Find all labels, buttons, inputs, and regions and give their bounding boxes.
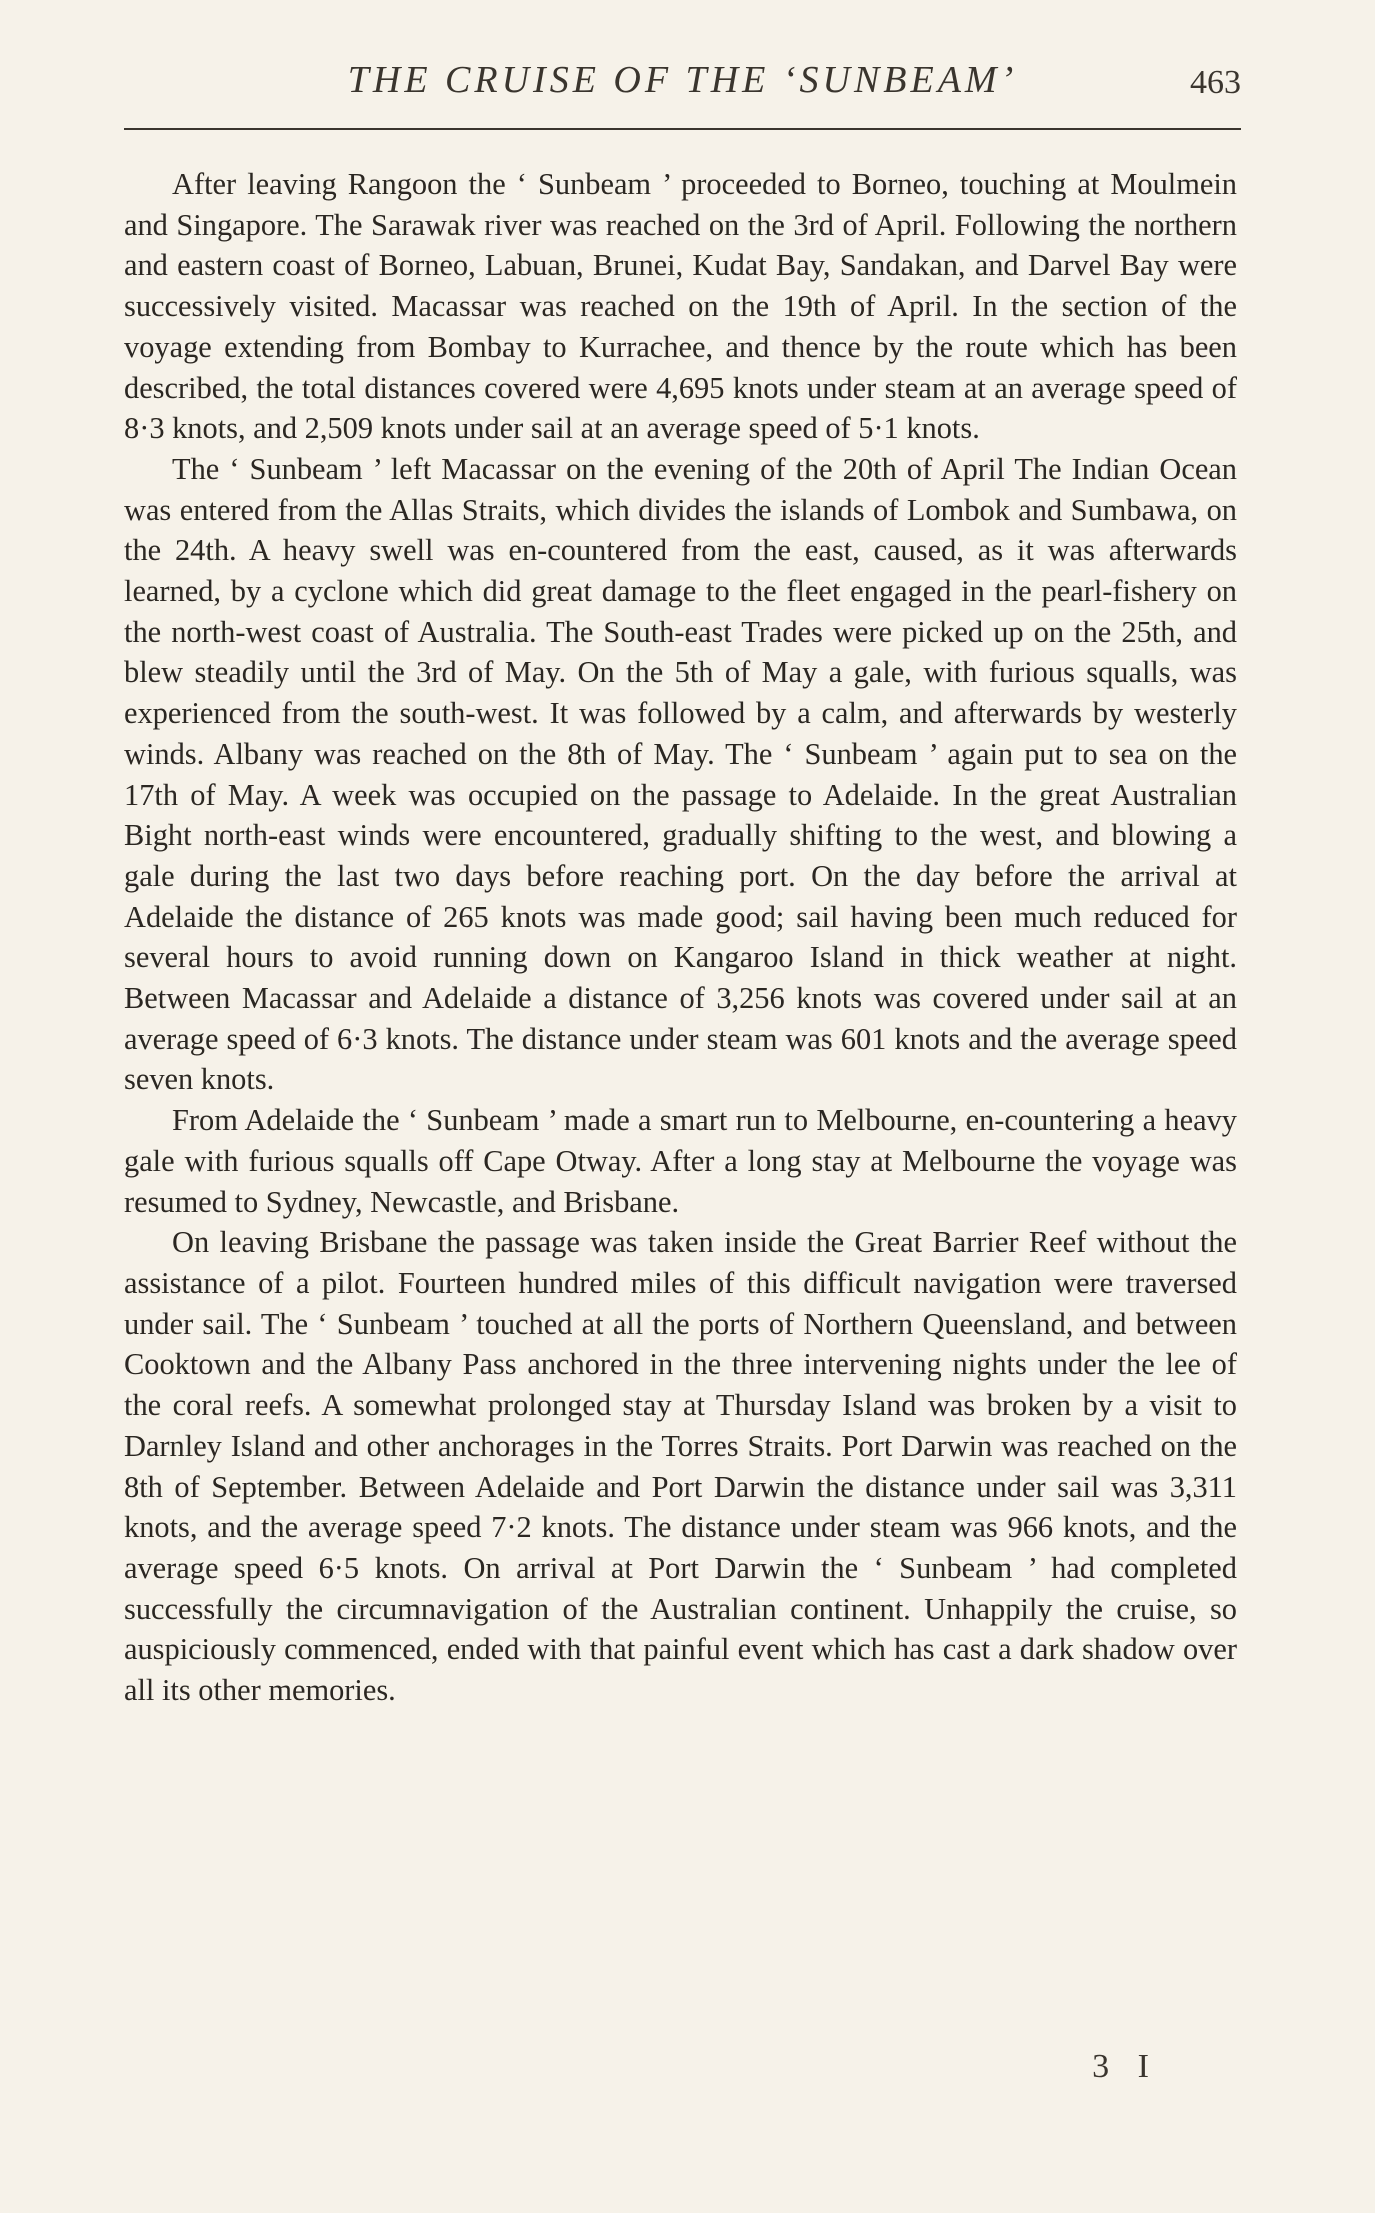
paragraph: After leaving Rangoon the ‘ Sunbeam ’ proceeded to Borneo, touching at Moulmein and Singapore. The Sarawak river was reached on the 3rd of April. Following the northern and eastern coast of Borneo, Labuan, Brunei, Kudat Bay, Sandakan, and Darvel Bay were successively visited. Macassar was reached on the 19th of April. In the section of the voyage extending from Bombay to Kurrachee, and thence by the route which has been described, the total distances covered were 4,695 knots under steam at an average speed of 8·3 knots, and 2,509 knots under sail at an average speed of 5·1 knots. [124,167,1237,446]
body-text [124,164,1237,1711]
paragraph: On leaving Brisbane the passage was taken inside the Great Barrier Reef without the assistance of a pilot. Fourteen hundred miles of this difficult navigation were traversed under sail. The ‘ Sunbeam ’ touched at all the ports of Northern Queensland, and between Cooktown and the Albany Pass anchored in the three intervening nights under the lee of the coral reefs. A somewhat prolonged stay at Thursday Island was broken by a visit to Darnley Island and other anchorages in the Torres Straits. Port Darwin was reached on the 8th of September. Between Adelaide and Port Darwin the distance under sail was 3,311 knots, and the average speed 7·2 knots. The distance under steam was 966 knots, and the average speed 6·5 knots. On arrival at Port Darwin the ‘ Sunbeam ’ had completed successfully the circumnavigation of the Australian continent. Unhappily the cruise, so auspiciously commenced, ended with that painful event which has cast a dark shadow over all its other memories. [124,1225,1237,1708]
paragraph: The ‘ Sunbeam ’ left Macassar on the evening of the 20th of April The Indian Ocean was entered from the Allas Straits, which divides the islands of Lombok and Sumbawa, on the 24th. A heavy swell was en-countered from the east, caused, as it was afterwards learned, by a cyclone which did great damage to the fleet engaged in the pearl-fishery on the north-west coast of Australia. The South-east Trades were picked up on the 25th, and blew steadily until the 3rd of May. On the 5th of May a gale, with furious squalls, was experienced from the south-west. It was followed by a calm, and afterwards by westerly winds. Albany was reached on the 8th of May. The ‘ Sunbeam ’ again put to sea on the 17th of May. A week was occupied on the passage to Adelaide. In the great Australian Bight north-east winds were encountered, gradually shifting to the west, and blowing a gale during the last two days before reaching port. On the day before the arrival at Adelaide the distance of 265 knots was made good; sail having been much reduced for several hours to avoid running down on Kangaroo Island in thick weather at night. Between Macassar and Adelaide a distance of 3,256 knots was covered under sail at an average speed of 6·3 knots. The distance under steam was 601 knots and the average speed seven knots. [124,451,1237,1097]
header-rule [124,128,1241,130]
paragraph: From Adelaide the ‘ Sunbeam ’ made a smart run to Melbourne, en-countering a heavy gale with furious squalls off Cape Otway. After a long stay at Melbourne the voyage was resumed to Sydney, Newcastle, and Brisbane. [124,1103,1237,1219]
page-number: 463 [1190,64,1241,101]
running-title: THE CRUISE OF THE ‘SUNBEAM’ [347,59,1018,101]
signature-mark: 3 I [1092,2048,1159,2085]
page-header [124,58,1241,112]
